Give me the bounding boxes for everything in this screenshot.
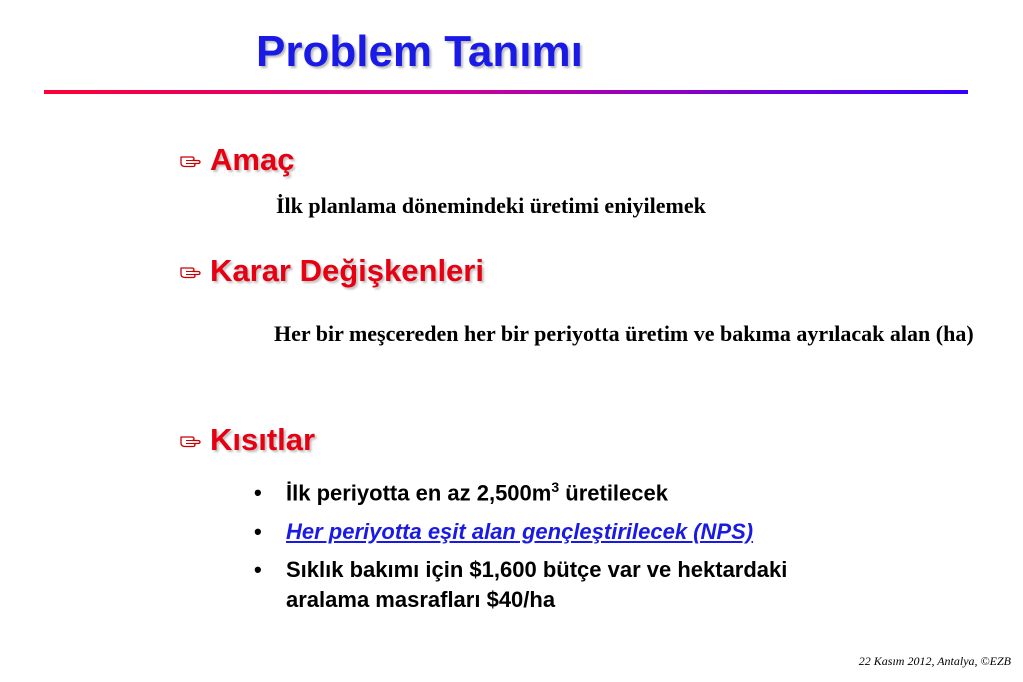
bullet-text: Sıklık bakımı için $1,600 bütçe var ve hektardaki aralama masrafları $40/ha <box>286 557 788 613</box>
bullet-icon: • <box>254 480 262 505</box>
section-body-amac: İlk planlama dönemindeki üretimi eniyilemek <box>276 193 706 218</box>
section-heading-karar <box>180 254 484 288</box>
section-heading-kisitlar <box>180 423 315 457</box>
bullet-icon: • <box>254 518 262 544</box>
bullet-icon: • <box>254 557 262 583</box>
footer-text: 22 Kasım 2012, Antalya, ©EZB <box>858 654 1011 668</box>
list-item <box>254 555 974 616</box>
section-heading-text: Karar Değişkenleri <box>210 253 484 288</box>
section-heading-amac <box>180 143 294 177</box>
title-rule <box>44 90 968 94</box>
section-heading-text: Kısıtlar <box>210 422 316 457</box>
pointing-hand-icon <box>180 152 202 168</box>
list-item <box>254 478 974 509</box>
bullet-text: İlk periyotta en az $2,500m^3$ üretilecek <box>286 479 668 506</box>
list-item <box>254 517 974 547</box>
nps-link[interactable]: Her periyotta eşit alan gençleştirilecek (NPS) <box>286 518 754 544</box>
pointing-hand-icon <box>180 263 202 279</box>
constraint-list <box>254 478 974 624</box>
page-title: Problem Tanımı <box>256 27 583 76</box>
pointing-hand-icon <box>180 432 202 448</box>
section-body-karar: Her bir meşcereden her bir periyotta üretim ve bakıma ayrılacak alan (ha) <box>274 321 974 346</box>
section-heading-text: Amaç <box>210 142 295 177</box>
